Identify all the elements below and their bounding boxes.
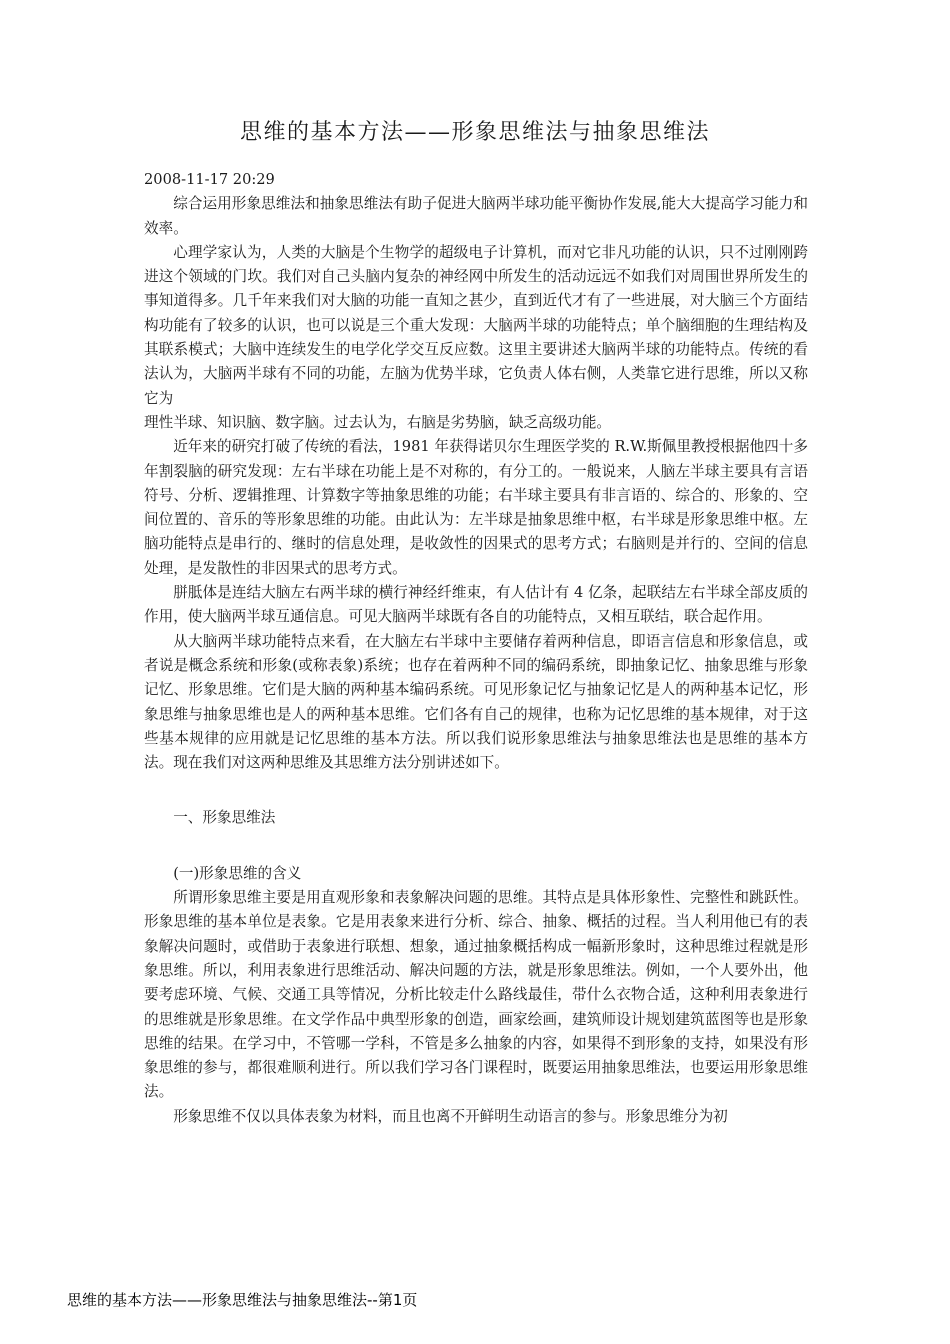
subsection-heading: (一)形象思维的含义 (173, 864, 302, 882)
spacer (144, 831, 808, 862)
paragraph-two-systems: 从大脑两半球功能特点来看，在大脑左右半球中主要储存着两种信息，即语言信息和形象信息，或者说是概念系统和形象(或称表象)系统；也存在着两种不同的编码系统，即抽象记忆、抽象思维与形象记忆、形象思维。它们是大脑的两种基本编码系统。可见形象记忆与抽象记忆是人的两种基本记忆，形象思维与抽象思维也是人的两种基本思维。它们各有自己的规律，也称为记忆思维的基本规律，对于这些基本规律的应用就是记忆思维的基本方法。所以我们说形象思维法与抽象思维法也是思维的基本方法。现在我们对这两种思维及其思维方法分别讲述如下。 (144, 632, 808, 772)
paragraph-continuation: 理性半球、知识脑、数字脑。过去认为，右脑是劣势脑，缺乏高级功能。 (144, 413, 612, 431)
paragraph-corpus-callosum: 胼胝体是连结大脑左右两半球的横行神经纤维束，有人估计有 4 亿条，起联结左右半球全部皮质的作用，使大脑两半球互通信息。可见大脑两半球既有各自的功能特点，又相互联结，联合起作用。 (144, 584, 808, 626)
paragraph-image-thinking: 所谓形象思维主要是用直观形象和表象解决问题的思维。其特点是具体形象性、完整性和跳跃性。形象思维的基本单位是表象。它是用表象来进行分析、综合、抽象、概括的过程。当人利用他已有的表象解决问题时，或借助于表象进行联想、想象，通过抽象概括构成一幅新形象时，这种思维过程就是形象思维。所以，利用表象进行思维活动、解决问题的方法，就是形象思维法。例如，一个人要外出，他要考虑环境、气候、交通工具等情况，分析比较走什么路线最佳，带什么衣物合适，这种利用表象进行的思维就是形象思维。在文学作品中典型形象的创造，画家绘画，建筑师设计规划建筑蓝图等也是形象思维的结果。在学习中，不管哪一学科，不管是多么抽象的内容，如果得不到形象的支持，如果没有形象思维的参与，都很难顺利进行。所以我们学习各门课程时，既要运用抽象思维法，也要运用形象思维法。 (144, 889, 808, 1101)
publish-timestamp: 2008-11-17 20:29 (144, 171, 275, 188)
document-body (144, 168, 808, 1129)
section-heading: 一、形象思维法 (173, 809, 276, 827)
spacer (144, 775, 808, 806)
paragraph-intro: 综合运用形象思维法和抽象思维法有助子促进大脑两半球功能平衡协作发展,能大大提高学习能力和效率。 (144, 195, 808, 237)
paragraph-image-thinking-cont: 形象思维不仅以具体表象为材料，而且也离不开鲜明生动语言的参与。形象思维分为初 (173, 1107, 728, 1125)
page-footer: 思维的基本方法——形象思维法与抽象思维法--第1页 (67, 1291, 418, 1309)
document-title: 思维的基本方法——形象思维法与抽象思维法 (239, 120, 710, 145)
paragraph-research: 近年来的研究打破了传统的看法，1981 年获得诺贝尔生理医学奖的 R.W.斯佩里教授根据他四十多年割裂脑的研究发现：左右半球在功能上是不对称的，有分工的。一般说来，人脑左半球主要具有言语符号、分析、逻辑推理、计算数字等抽象思维的功能；右半球主要具有非言语的、综合的、形象的、空间位置的、音乐的等形象思维的功能。由此认为：左半球是抽象思维中枢，右半球是形象思维中枢。左脑功能特点是串行的、继时的信息处理，是收敛性的因果式的思考方式；右脑则是并行的、空间的信息处理，是发散性的非因果式的思考方式。 (144, 438, 808, 577)
paragraph-psychology: 心理学家认为，人类的大脑是个生物学的超级电子计算机，而对它非凡功能的认识，只不过刚刚跨进这个领域的门坎。我们对自己头脑内复杂的神经网中所发生的活动远远不如我们对周围世界所发生的事知道得多。几千年来我们对大脑的功能一直知之甚少，直到近代才有了一些进展，对大脑三个方面结构功能有了较多的认识，也可以说是三个重大发现：大脑两半球的功能特点；单个脑细胞的生理结构及其联系模式；大脑中连续发生的电学化学交互反应数。这里主要讲述大脑两半球的功能特点。传统的看法认为，大脑两半球有不同的功能，左脑为优势半球，它负责人体右侧，人类靠它进行思维，所以又称它为 (144, 243, 808, 407)
